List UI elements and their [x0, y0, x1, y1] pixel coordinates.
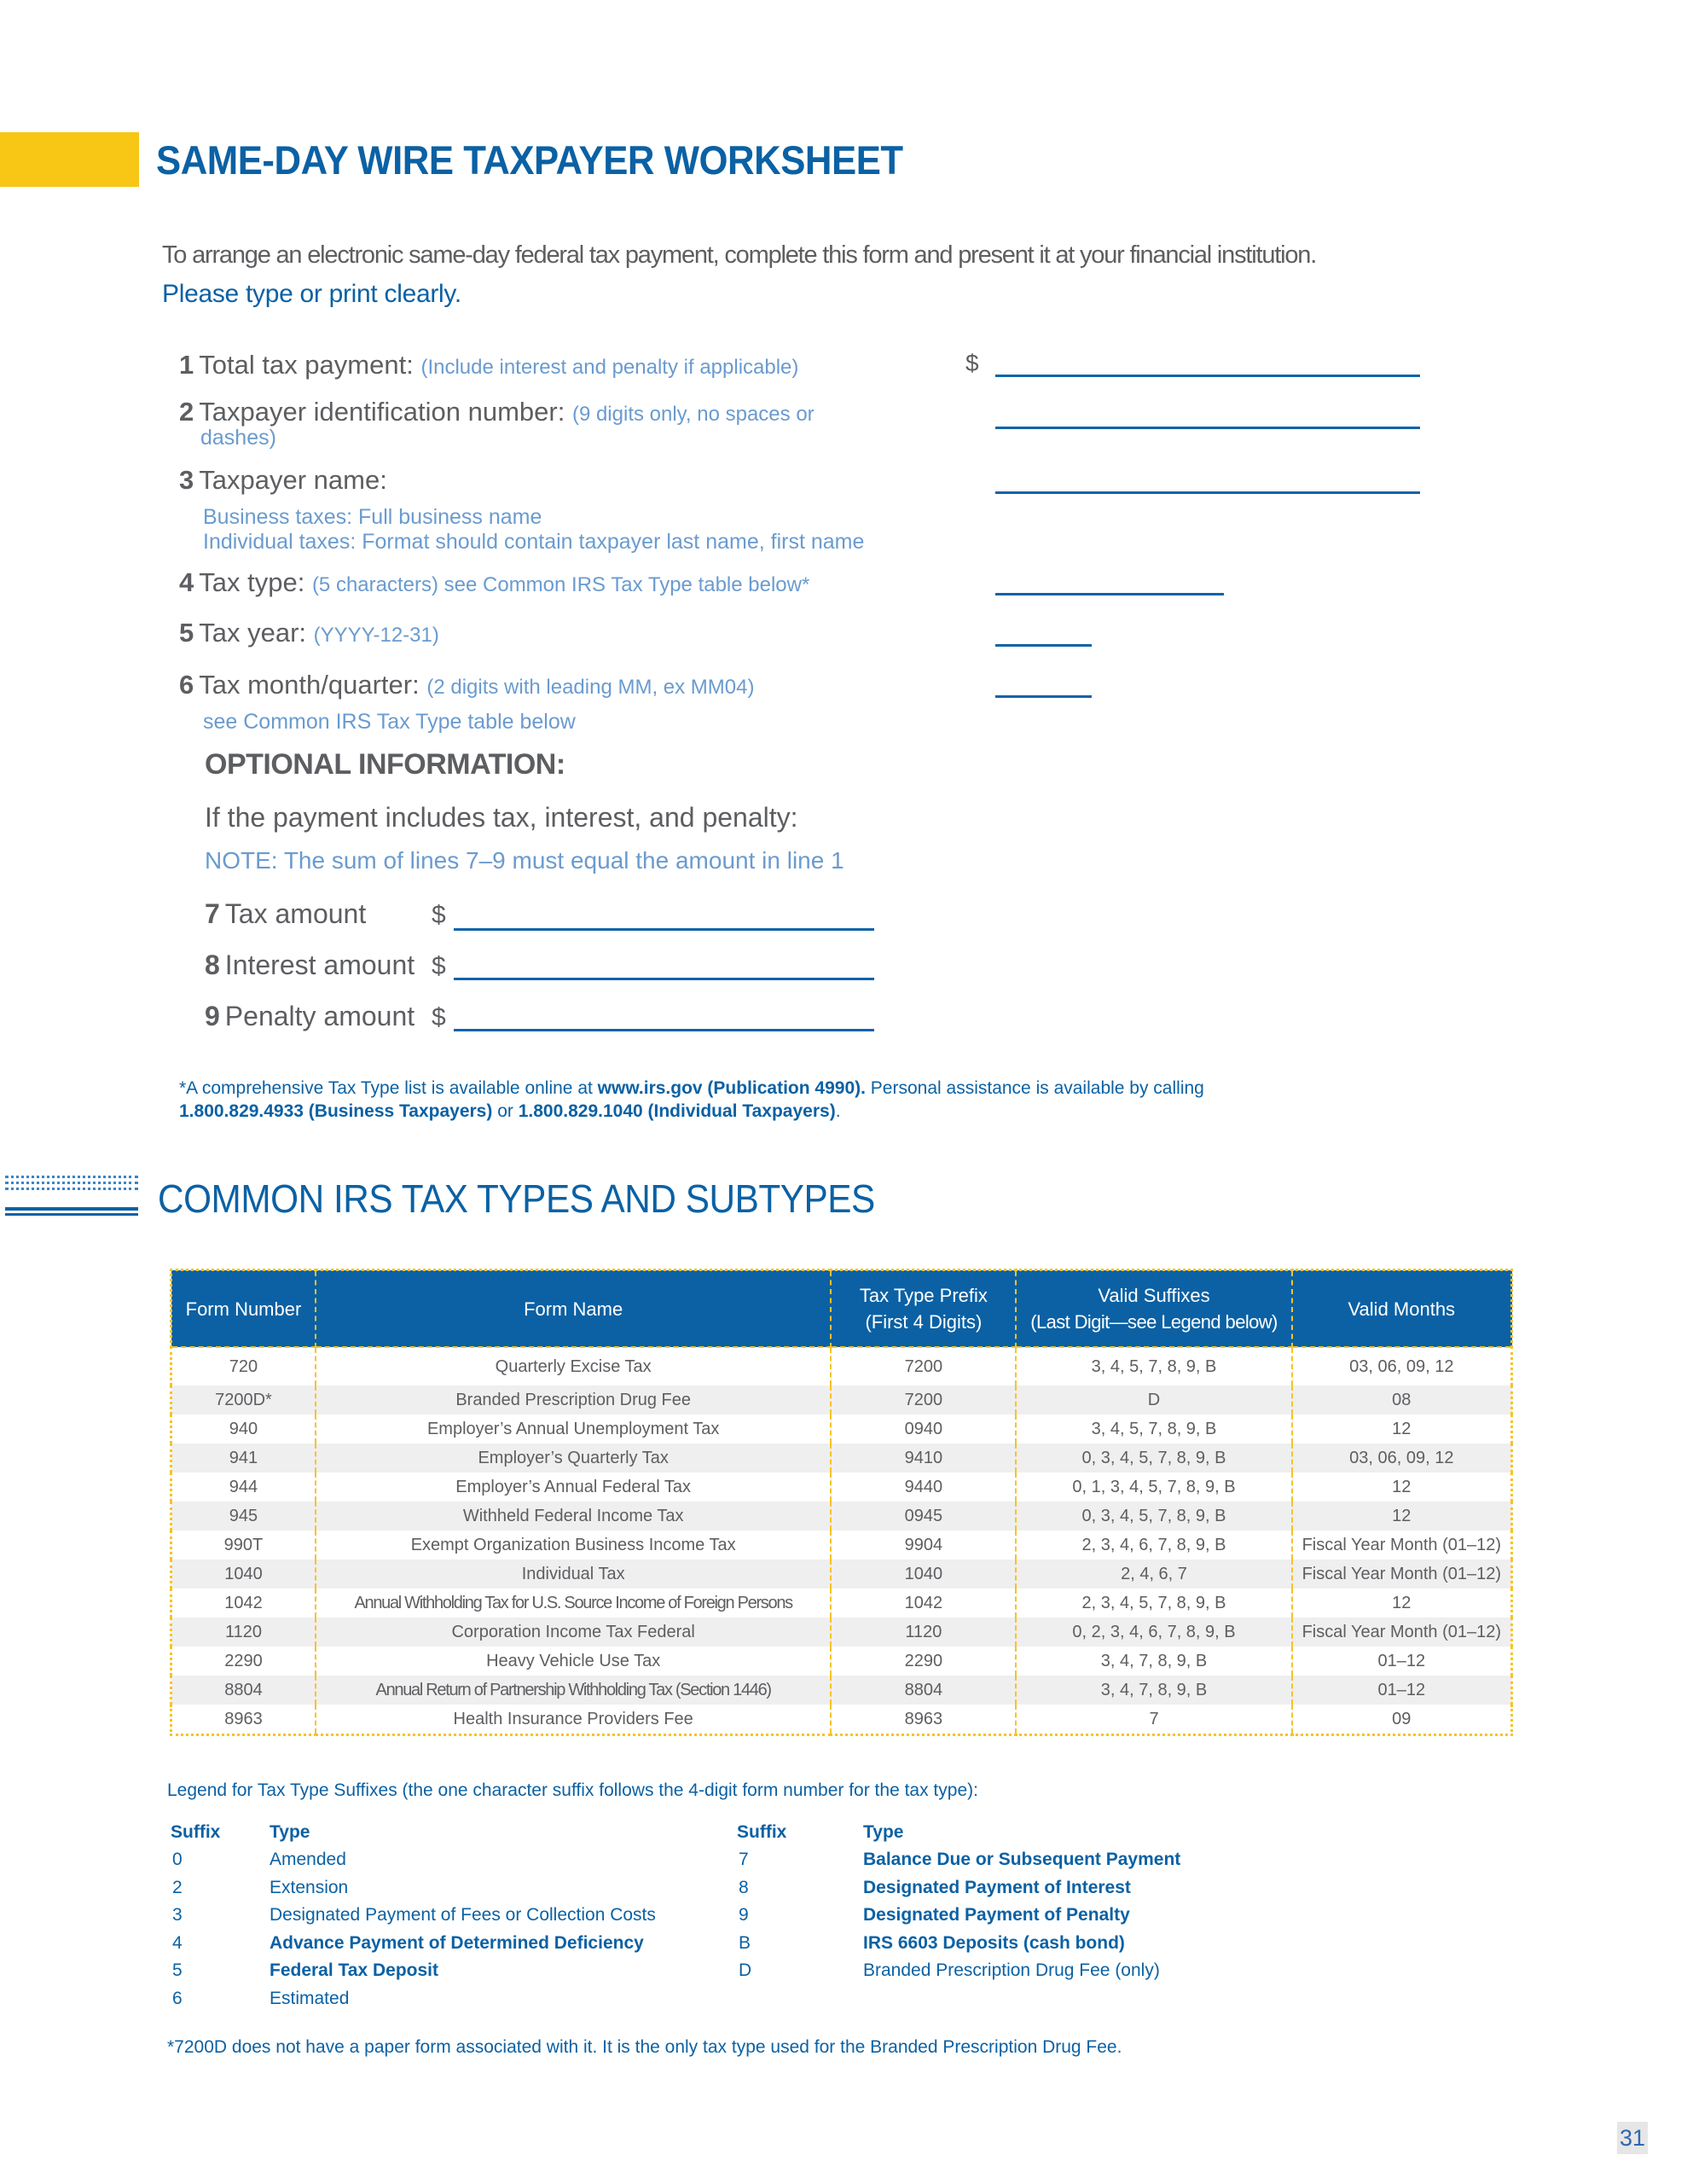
dotted-line: [5, 1188, 138, 1190]
item-hint: (YYYY-12-31): [313, 624, 439, 647]
legend-type: Balance Due or Subsequent Payment: [863, 1850, 1181, 1869]
tax-month-hint: see Common IRS Tax Type table below: [203, 710, 576, 734]
cell-tax-type-prefix: 0940: [831, 1414, 1016, 1443]
cell-valid-suffixes: 3, 4, 7, 8, 9, B: [1016, 1676, 1291, 1705]
dollar-sign: $: [965, 350, 979, 376]
legend-suffix: 2: [172, 1877, 183, 1897]
cell-tax-type-prefix: 7200: [831, 1385, 1016, 1414]
taxpayer-name-field[interactable]: [995, 491, 1420, 494]
table-header-row: [171, 1270, 1512, 1348]
item-hint: (5 characters) see Common IRS Tax Type table below*: [311, 573, 810, 596]
individual-phone: 1.800.829.1040 (Individual Taxpayers): [518, 1101, 836, 1121]
col-form-number: Form Number: [171, 1270, 316, 1348]
tax-type-field[interactable]: [995, 593, 1224, 595]
item-taxpayer-id: [179, 397, 815, 427]
cell-form-number: 1042: [171, 1589, 316, 1618]
irs-link[interactable]: www.irs.gov (Publication 4990).: [597, 1078, 866, 1098]
cell-form-number: 941: [171, 1443, 316, 1472]
cell-valid-suffixes: 2, 3, 4, 5, 7, 8, 9, B: [1016, 1589, 1291, 1618]
legend-suffix: 8: [739, 1877, 749, 1897]
item-label: Taxpayer name:: [199, 465, 387, 495]
footnote-text: Personal assistance is available by calling: [865, 1078, 1204, 1098]
section-decoration: [5, 1176, 138, 1216]
page-number: 31: [1617, 2122, 1648, 2154]
table-row: [171, 1414, 1512, 1443]
cell-valid-suffixes: 3, 4, 5, 7, 8, 9, B: [1016, 1347, 1291, 1385]
table-row: [171, 1560, 1512, 1589]
item-tax-amount: [205, 898, 366, 930]
yellow-accent-bar: [0, 132, 139, 187]
business-phone: 1.800.829.4933 (Business Taxpayers): [179, 1101, 493, 1121]
cell-valid-months: 12: [1292, 1414, 1512, 1443]
optional-info-intro: If the payment includes tax, interest, and penalty:: [205, 802, 798, 833]
cell-form-number: 940: [171, 1414, 316, 1443]
cell-valid-months: 12: [1292, 1472, 1512, 1502]
footnote-text: or: [492, 1101, 519, 1121]
item-label: Total tax payment:: [199, 350, 414, 380]
cell-tax-type-prefix: 1040: [831, 1560, 1016, 1589]
cell-form-number: 8804: [171, 1676, 316, 1705]
item-label: Taxpayer identification number:: [199, 397, 565, 427]
legend-type: Amended: [270, 1850, 346, 1869]
cell-form-name: Branded Prescription Drug Fee: [316, 1385, 831, 1414]
interest-amount-field[interactable]: [454, 978, 874, 980]
legend-suffix: 4: [172, 1932, 183, 1953]
cell-valid-suffixes: 0, 3, 4, 5, 7, 8, 9, B: [1016, 1502, 1291, 1531]
table-row: [171, 1618, 1512, 1647]
cell-valid-suffixes: D: [1016, 1385, 1291, 1414]
legend-type: Estimated: [270, 1988, 350, 2008]
legend-type: Federal Tax Deposit: [270, 1960, 439, 1980]
cell-tax-type-prefix: 8963: [831, 1705, 1016, 1735]
item-total-tax-payment: [179, 350, 798, 380]
col-form-name: Form Name: [316, 1270, 831, 1348]
dollar-sign: $: [432, 952, 446, 980]
cell-form-number: 720: [171, 1347, 316, 1385]
item-tax-year: [179, 618, 439, 648]
cell-form-name: Heavy Vehicle Use Tax: [316, 1647, 831, 1676]
legend-type: Designated Payment of Fees or Collection Costs: [270, 1905, 656, 1925]
item-hint: (2 digits with leading MM, ex MM04): [426, 676, 755, 699]
item-number: 7: [205, 898, 220, 929]
cell-valid-suffixes: 3, 4, 7, 8, 9, B: [1016, 1647, 1291, 1676]
cell-valid-months: 01–12: [1292, 1647, 1512, 1676]
cell-valid-suffixes: 0, 1, 3, 4, 5, 7, 8, 9, B: [1016, 1472, 1291, 1502]
footnote-text: .: [835, 1101, 841, 1121]
cell-form-number: 1120: [171, 1618, 316, 1647]
cell-form-name: Employer’s Annual Federal Tax: [316, 1472, 831, 1502]
legend-type: Extension: [270, 1877, 349, 1897]
cell-valid-months: Fiscal Year Month (01–12): [1292, 1618, 1512, 1647]
cell-tax-type-prefix: 7200: [831, 1347, 1016, 1385]
legend-suffix: 6: [172, 1988, 183, 2008]
cell-valid-months: 12: [1292, 1589, 1512, 1618]
cell-valid-suffixes: 2, 3, 4, 6, 7, 8, 9, B: [1016, 1531, 1291, 1560]
legend-suffix: 5: [172, 1960, 183, 1980]
cell-tax-type-prefix: 9410: [831, 1443, 1016, 1472]
col-tax-type-prefix: [831, 1270, 1016, 1348]
table-row: [171, 1347, 1512, 1385]
item-number: 6: [179, 670, 194, 700]
item-tax-type: [179, 567, 809, 598]
legend-suffix: 9: [739, 1905, 749, 1925]
dotted-line: [5, 1176, 138, 1178]
table-row: [171, 1531, 1512, 1560]
item-hint-continued: dashes): [200, 426, 276, 450]
table-row: [171, 1472, 1512, 1502]
cell-valid-months: 03, 06, 09, 12: [1292, 1347, 1512, 1385]
item-label: Tax month/quarter:: [199, 670, 420, 700]
item-number: 3: [179, 465, 194, 495]
item-number: 5: [179, 618, 194, 648]
item-tax-month-quarter: [179, 670, 754, 700]
cell-valid-suffixes: 7: [1016, 1705, 1291, 1735]
cell-form-number: 1040: [171, 1560, 316, 1589]
item-label: Tax type:: [199, 567, 305, 597]
section-title: COMMON IRS TAX TYPES AND SUBTYPES: [158, 1176, 875, 1221]
legend-header-type: Type: [863, 1822, 904, 1842]
cell-valid-months: 08: [1292, 1385, 1512, 1414]
item-penalty-amount: [205, 1001, 415, 1032]
legend-type: Advance Payment of Determined Deficiency: [270, 1932, 644, 1953]
tax-month-field[interactable]: [995, 695, 1092, 698]
cell-valid-months: 09: [1292, 1705, 1512, 1735]
dotted-line: [5, 1182, 138, 1184]
individual-name-hint: Individual taxes: Format should contain taxpayer last name, first name: [203, 530, 865, 554]
cell-tax-type-prefix: 2290: [831, 1647, 1016, 1676]
table-row: [171, 1647, 1512, 1676]
item-hint: (Include interest and penalty if applicable): [420, 356, 799, 379]
item-number: 9: [205, 1001, 220, 1031]
table-row: [171, 1443, 1512, 1472]
cell-valid-months: 01–12: [1292, 1676, 1512, 1705]
tax-year-field[interactable]: [995, 644, 1092, 647]
intro-text: To arrange an electronic same-day federal tax payment, complete this form and present it at your financial institution.: [162, 241, 1317, 269]
dollar-sign: $: [432, 1003, 446, 1031]
tax-types-table: [170, 1269, 1513, 1736]
item-interest-amount: [205, 950, 415, 981]
cell-tax-type-prefix: 0945: [831, 1502, 1016, 1531]
legend-header-suffix: Suffix: [171, 1822, 221, 1842]
cell-form-number: 944: [171, 1472, 316, 1502]
legend-suffix: 3: [172, 1905, 183, 1925]
tax-amount-field[interactable]: [454, 928, 874, 931]
footnote-text: *A comprehensive Tax Type list is available online at: [179, 1078, 598, 1098]
table-row: [171, 1589, 1512, 1618]
cell-tax-type-prefix: 8804: [831, 1676, 1016, 1705]
business-name-hint: Business taxes: Full business name: [203, 505, 542, 529]
item-number: 8: [205, 950, 220, 980]
solid-line: [5, 1207, 138, 1211]
cell-valid-months: Fiscal Year Month (01–12): [1292, 1531, 1512, 1560]
legend-type: Branded Prescription Drug Fee (only): [863, 1960, 1160, 1980]
cell-tax-type-prefix: 1120: [831, 1618, 1016, 1647]
item-hint: (9 digits only, no spaces or: [571, 403, 815, 426]
item-label: Interest amount: [224, 950, 415, 980]
total-tax-payment-field[interactable]: [995, 375, 1420, 377]
item-number: 4: [179, 567, 194, 597]
cell-form-name: Annual Return of Partnership Withholding Tax (Section 1446): [316, 1676, 831, 1705]
cell-tax-type-prefix: 9440: [831, 1472, 1016, 1502]
bottom-note: *7200D does not have a paper form associated with it. It is the only tax type used for the Branded Prescription Drug Fee.: [167, 2037, 1122, 2057]
legend-type: IRS 6603 Deposits (cash bond): [863, 1932, 1125, 1953]
cell-form-name: Employer’s Annual Unemployment Tax: [316, 1414, 831, 1443]
table-row: [171, 1502, 1512, 1531]
cell-form-name: Health Insurance Providers Fee: [316, 1705, 831, 1735]
legend-type: Designated Payment of Penalty: [863, 1905, 1130, 1925]
tax-type-footnote: [179, 1077, 1458, 1123]
legend-suffix: 0: [172, 1850, 183, 1869]
legend-header-suffix: Suffix: [737, 1822, 787, 1842]
cell-form-name: Individual Tax: [316, 1560, 831, 1589]
cell-form-number: 2290: [171, 1647, 316, 1676]
item-number: 2: [179, 397, 194, 427]
cell-valid-suffixes: 2, 4, 6, 7: [1016, 1560, 1291, 1589]
cell-valid-months: 03, 06, 09, 12: [1292, 1443, 1512, 1472]
header-line: (Last Digit—see Legend below): [1030, 1311, 1278, 1333]
header-line: Valid Suffixes: [1098, 1285, 1210, 1306]
col-valid-months: Valid Months: [1292, 1270, 1512, 1348]
header-line: Tax Type Prefix: [859, 1285, 988, 1306]
header-line: (First 4 Digits): [865, 1311, 983, 1333]
cell-valid-suffixes: 0, 2, 3, 4, 6, 7, 8, 9, B: [1016, 1618, 1291, 1647]
cell-form-name: Quarterly Excise Tax: [316, 1347, 831, 1385]
penalty-amount-field[interactable]: [454, 1029, 874, 1031]
item-taxpayer-name: [179, 465, 387, 496]
item-label: Penalty amount: [224, 1001, 415, 1031]
legend-suffix: B: [739, 1932, 751, 1953]
cell-valid-months: Fiscal Year Month (01–12): [1292, 1560, 1512, 1589]
item-label: Tax year:: [199, 618, 307, 648]
page-title: SAME-DAY WIRE TAXPAYER WORKSHEET: [156, 137, 903, 183]
cell-form-number: 990T: [171, 1531, 316, 1560]
optional-info-note: NOTE: The sum of lines 7–9 must equal the amount in line 1: [205, 847, 844, 874]
cell-form-number: 7200D*: [171, 1385, 316, 1414]
legend-header-type: Type: [270, 1822, 310, 1842]
optional-info-heading: OPTIONAL INFORMATION:: [205, 748, 565, 781]
table-row: [171, 1705, 1512, 1735]
cell-valid-suffixes: 3, 4, 5, 7, 8, 9, B: [1016, 1414, 1291, 1443]
cell-form-name: Annual Withholding Tax for U.S. Source Income of Foreign Persons: [316, 1589, 831, 1618]
instruction-text: Please type or print clearly.: [162, 280, 461, 308]
cell-form-name: Withheld Federal Income Tax: [316, 1502, 831, 1531]
cell-valid-suffixes: 0, 3, 4, 5, 7, 8, 9, B: [1016, 1443, 1291, 1472]
legend-suffix: D: [739, 1960, 752, 1980]
legend-intro: Legend for Tax Type Suffixes (the one character suffix follows the 4-digit form number for the tax type):: [167, 1780, 978, 1800]
legend-type: Designated Payment of Interest: [863, 1877, 1131, 1897]
item-number: 1: [179, 350, 194, 380]
cell-form-name: Employer’s Quarterly Tax: [316, 1443, 831, 1472]
cell-form-number: 945: [171, 1502, 316, 1531]
legend-suffix: 7: [739, 1850, 749, 1869]
cell-valid-months: 12: [1292, 1502, 1512, 1531]
item-label: Tax amount: [224, 898, 367, 929]
cell-form-name: Corporation Income Tax Federal: [316, 1618, 831, 1647]
cell-tax-type-prefix: 9904: [831, 1531, 1016, 1560]
cell-form-number: 8963: [171, 1705, 316, 1735]
solid-line: [5, 1213, 138, 1216]
cell-tax-type-prefix: 1042: [831, 1589, 1016, 1618]
taxpayer-id-field[interactable]: [995, 427, 1420, 429]
table-row: [171, 1385, 1512, 1414]
col-valid-suffixes: [1016, 1270, 1291, 1348]
cell-form-name: Exempt Organization Business Income Tax: [316, 1531, 831, 1560]
table-row: [171, 1676, 1512, 1705]
dollar-sign: $: [432, 901, 446, 929]
